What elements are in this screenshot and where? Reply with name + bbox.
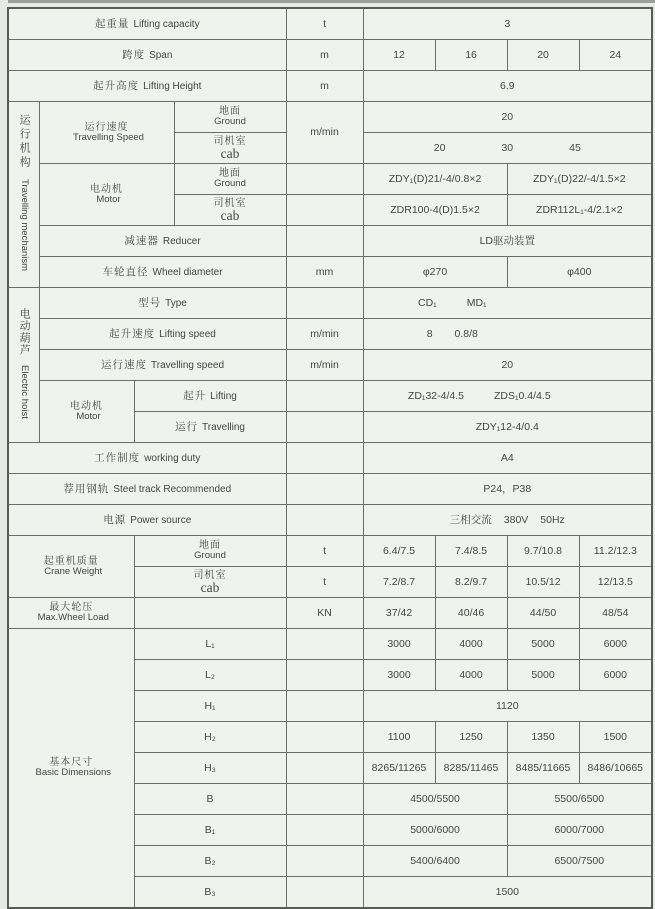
power-source-label-en: Power source	[130, 514, 192, 526]
type-value-1: CD₁	[418, 296, 437, 309]
travelling-motor-cab-value-1: ZDR100-4(D)1.5×2	[363, 195, 507, 226]
span-label-en: Span	[149, 49, 173, 61]
wheel-diameter-label-en: Wheel diameter	[152, 266, 223, 278]
crane-weight-ground-value-3: 9.7/10.8	[507, 536, 579, 567]
max-wheel-load-spacer	[134, 598, 286, 629]
row-power-source	[8, 505, 652, 536]
hoist-motor-lifting-sublabel	[134, 381, 286, 412]
lifting-speed-unit: m/min	[286, 319, 363, 350]
steel-track-unit	[286, 474, 363, 505]
dimension-b-unit	[286, 784, 363, 815]
lifting-sublabel-zh: 起升	[183, 389, 207, 402]
max-wheel-load-label-zh: 最大轮压	[49, 602, 94, 614]
crane-weight-ground-sublabel	[134, 536, 286, 567]
row-wheel-diameter	[8, 257, 652, 288]
hoist-motor-lifting-values	[363, 381, 652, 412]
electric-hoist-vertical-text	[17, 308, 30, 419]
hoist-travelling-speed-label-zh: 运行速度	[101, 358, 147, 371]
cab-sublabel-zh: 司机室	[193, 569, 227, 581]
type-unit	[286, 288, 363, 319]
travelling-speed-unit: m/min	[286, 102, 363, 164]
dimension-b2-label: B₂	[134, 846, 286, 877]
dimension-b2-value-1: 5400/6400	[363, 846, 507, 877]
dimension-h2-unit	[286, 722, 363, 753]
row-working-duty	[8, 443, 652, 474]
scan-edge-shadow	[8, 0, 655, 3]
hoist-motor-lifting-value-1: ZD₁32-4/4.5	[407, 389, 464, 402]
dimension-l2-value-3: 5000	[507, 660, 579, 691]
dimension-b-value-2: 5500/6500	[507, 784, 652, 815]
dimension-h3-label: H₃	[134, 753, 286, 784]
lifting-capacity-label-en: Lifting capacity	[133, 18, 200, 30]
lifting-speed-value-2: 0.8/8	[454, 327, 478, 340]
dimension-b-label: B	[134, 784, 286, 815]
span-value-4: 24	[579, 40, 652, 71]
type-value-2: MD₁	[466, 296, 487, 309]
working-duty-unit	[286, 443, 363, 474]
travelling-motor-label-en: Motor	[96, 193, 121, 205]
dimension-h3-value-3: 8485/11665	[507, 753, 579, 784]
row-lifting-speed	[8, 319, 652, 350]
hoist-motor-travelling-value: ZDY₁12-4/0.4	[363, 412, 652, 443]
row-steel-track	[8, 474, 652, 505]
steel-track-label	[8, 474, 286, 505]
travelling-speed-ground-value: 20	[363, 102, 652, 133]
cab-sublabel-zh: 司机室	[213, 197, 247, 209]
ground-sublabel-zh: 地面	[219, 106, 242, 118]
cab-speed-1: 20	[433, 141, 446, 154]
row-travelling-motor-ground	[8, 164, 652, 195]
basic-dimensions-label-en: Basic Dimensions	[35, 767, 111, 779]
electric-hoist-zh: 电动葫芦	[18, 307, 31, 356]
crane-weight-ground-value-2: 7.4/8.5	[435, 536, 507, 567]
crane-weight-ground-unit: t	[286, 536, 363, 567]
wheel-diameter-unit: mm	[286, 257, 363, 288]
max-wheel-load-value-4: 48/54	[579, 598, 652, 629]
hoist-motor-label-zh: 电动机	[70, 400, 103, 412]
lifting-height-label-en: Lifting Height	[143, 80, 202, 92]
dimension-l1-value-2: 4000	[435, 629, 507, 660]
row-travelling-speed-ground	[8, 102, 652, 133]
row-hoist-motor-lifting	[8, 381, 652, 412]
span-unit: m	[286, 40, 363, 71]
span-label-zh: 跨度	[122, 48, 146, 61]
travelling-speed-label	[39, 102, 174, 164]
cab-speed-2: 30	[501, 141, 514, 154]
wheel-diameter-label	[39, 257, 286, 288]
travelling-motor-label	[39, 164, 174, 226]
section-travelling-mechanism	[8, 102, 39, 288]
power-source-phase: 三相交流	[449, 513, 492, 526]
ground-sublabel-en: Ground	[214, 178, 246, 190]
travelling-motor-ground-value-2: ZDY₁(D)22/-4/1.5×2	[507, 164, 652, 195]
reducer-label-en: Reducer	[162, 235, 201, 247]
travelling-motor-ground-unit	[286, 164, 363, 195]
crane-weight-cab-value-1: 7.2/8.7	[363, 567, 435, 598]
working-duty-label-en: working duty	[144, 452, 201, 464]
travelling-sublabel-zh: 运行	[175, 420, 199, 433]
lifting-speed-label	[39, 319, 286, 350]
dimension-h3-unit	[286, 753, 363, 784]
power-source-value	[363, 505, 652, 536]
dimension-b1-label: B₁	[134, 815, 286, 846]
cab-sublabel-en: cab	[220, 145, 240, 161]
travelling-sublabel-en: Travelling	[202, 421, 245, 433]
dimension-l1-value-4: 6000	[579, 629, 652, 660]
dimension-l2-value-4: 6000	[579, 660, 652, 691]
lifting-speed-values	[363, 319, 652, 350]
crane-weight-cab-value-3: 10.5/12	[507, 567, 579, 598]
lifting-capacity-label-zh: 起重量	[94, 17, 130, 30]
dimension-b2-value-2: 6500/7500	[507, 846, 652, 877]
power-source-label	[8, 505, 286, 536]
cab-sublabel-zh: 司机室	[213, 135, 247, 147]
span-value-1: 12	[363, 40, 435, 71]
crane-weight-label-en: Crane Weight	[44, 565, 103, 577]
cab-sublabel-en: cab	[220, 207, 240, 223]
travelling-mechanism-en: Travelling mechanism	[19, 179, 31, 272]
type-label	[39, 288, 286, 319]
lifting-capacity-value: 3	[363, 8, 652, 40]
crane-weight-label	[8, 536, 134, 598]
dimension-h2-value-1: 1100	[363, 722, 435, 753]
lifting-height-value: 6.9	[363, 71, 652, 102]
travelling-mechanism-vertical-text	[17, 114, 30, 271]
dimension-l1-unit	[286, 629, 363, 660]
dimension-l1-label: L₁	[134, 629, 286, 660]
dimension-l2-label: L₂	[134, 660, 286, 691]
lifting-capacity-label	[8, 8, 286, 40]
power-source-label-zh: 电源	[103, 513, 127, 526]
working-duty-label	[8, 443, 286, 474]
hoist-motor-travelling-sublabel	[134, 412, 286, 443]
crane-weight-cab-sublabel	[134, 567, 286, 598]
reducer-value: LD驱动装置	[363, 226, 652, 257]
lifting-speed-label-en: Lifting speed	[159, 328, 216, 340]
hoist-motor-lifting-value-2: ZDS₁0.4/4.5	[494, 389, 551, 402]
hoist-travelling-speed-label	[39, 350, 286, 381]
lifting-height-label-zh: 起升高度	[93, 79, 140, 92]
reducer-label	[39, 226, 286, 257]
row-hoist-travelling-speed	[8, 350, 652, 381]
lifting-sublabel-en: Lifting	[210, 390, 237, 402]
hoist-motor-lifting-unit	[286, 381, 363, 412]
lifting-speed-value-1: 8	[426, 327, 433, 340]
reducer-label-zh: 减速器	[124, 234, 159, 247]
row-max-wheel-load	[8, 598, 652, 629]
dimension-h2-value-2: 1250	[435, 722, 507, 753]
lifting-height-unit: m	[286, 71, 363, 102]
hoist-motor-label	[39, 381, 134, 443]
row-crane-weight-ground	[8, 536, 652, 567]
wheel-diameter-value-1: φ270	[363, 257, 507, 288]
span-label	[8, 40, 286, 71]
ground-sublabel-zh: 地面	[199, 540, 222, 552]
hoist-travelling-speed-unit: m/min	[286, 350, 363, 381]
basic-dimensions-label	[8, 629, 134, 909]
travelling-motor-ground-value-1: ZDY₁(D)21/-4/0.8×2	[363, 164, 507, 195]
travelling-speed-cab-values	[363, 133, 652, 164]
dimension-l1-value-1: 3000	[363, 629, 435, 660]
dimension-h2-value-3: 1350	[507, 722, 579, 753]
steel-track-label-en: Steel track Recommended	[113, 483, 232, 495]
max-wheel-load-value-3: 44/50	[507, 598, 579, 629]
span-value-3: 20	[507, 40, 579, 71]
dimension-l2-value-1: 3000	[363, 660, 435, 691]
working-duty-label-zh: 工作制度	[94, 451, 141, 464]
dimension-b3-unit	[286, 877, 363, 909]
max-wheel-load-label	[8, 598, 134, 629]
dimension-h3-value-1: 8265/11265	[363, 753, 435, 784]
power-source-voltage: 380V	[503, 513, 529, 526]
electric-hoist-en: Electric hoist	[19, 364, 31, 419]
wheel-diameter-label-zh: 车轮直径	[102, 265, 149, 278]
max-wheel-load-unit: KN	[286, 598, 363, 629]
travelling-motor-label-zh: 电动机	[90, 183, 123, 195]
crane-weight-ground-value-4: 11.2/12.3	[579, 536, 652, 567]
dimension-h3-value-2: 8285/11465	[435, 753, 507, 784]
hoist-travelling-speed-value: 20	[363, 350, 652, 381]
cab-sublabel-en: cab	[200, 579, 220, 595]
dimension-b1-value-1: 5000/6000	[363, 815, 507, 846]
dimension-b1-value-2: 6000/7000	[507, 815, 652, 846]
row-reducer	[8, 226, 652, 257]
power-source-unit	[286, 505, 363, 536]
steel-track-value: P24，P38	[363, 474, 652, 505]
hoist-motor-label-en: Motor	[76, 410, 101, 422]
travelling-speed-ground-sublabel	[174, 102, 286, 133]
ground-sublabel-en: Ground	[214, 116, 246, 128]
lifting-speed-label-zh: 起升速度	[109, 327, 156, 340]
steel-track-label-zh: 荐用钢轨	[63, 482, 110, 495]
max-wheel-load-label-en: Max.Wheel Load	[37, 612, 109, 624]
dimension-l1-value-3: 5000	[507, 629, 579, 660]
power-source-frequency: 50Hz	[540, 513, 565, 526]
travelling-motor-cab-value-2: ZDR112L₁-4/2.1×2	[507, 195, 652, 226]
dimension-b3-label: B₃	[134, 877, 286, 909]
crane-weight-cab-value-4: 12/13.5	[579, 567, 652, 598]
wheel-diameter-value-2: φ400	[507, 257, 652, 288]
travelling-mechanism-zh: 运行机构	[18, 114, 31, 171]
crane-weight-label-zh: 起重机质量	[43, 555, 99, 567]
crane-weight-cab-value-2: 8.2/9.7	[435, 567, 507, 598]
dimension-b3-value: 1500	[363, 877, 652, 909]
dimension-h2-label: H₂	[134, 722, 286, 753]
hoist-motor-travelling-unit	[286, 412, 363, 443]
hoist-travelling-speed-label-en: Travelling speed	[151, 359, 225, 371]
ground-sublabel-en: Ground	[194, 550, 226, 562]
type-label-zh: 型号	[138, 296, 162, 309]
crane-weight-cab-unit: t	[286, 567, 363, 598]
travelling-motor-ground-sublabel	[174, 164, 286, 195]
crane-weight-ground-value-1: 6.4/7.5	[363, 536, 435, 567]
max-wheel-load-value-2: 40/46	[435, 598, 507, 629]
basic-dimensions-label-zh: 基本尺寸	[49, 757, 94, 769]
cab-speed-3: 45	[569, 141, 581, 154]
ground-sublabel-zh: 地面	[219, 168, 242, 180]
lifting-capacity-unit: t	[286, 8, 363, 40]
travelling-motor-cab-unit	[286, 195, 363, 226]
dimension-b2-unit	[286, 846, 363, 877]
travelling-speed-label-zh: 运行速度	[84, 121, 129, 133]
span-value-2: 16	[435, 40, 507, 71]
type-label-en: Type	[165, 297, 187, 309]
row-span	[8, 40, 652, 71]
dimension-h1-label: H₁	[134, 691, 286, 722]
row-type	[8, 288, 652, 319]
dimension-h1-unit	[286, 691, 363, 722]
dimension-l2-value-2: 4000	[435, 660, 507, 691]
dimension-h3-value-4: 8486/10665	[579, 753, 652, 784]
dimension-b1-unit	[286, 815, 363, 846]
travelling-speed-label-en: Travelling Speed	[73, 131, 144, 143]
working-duty-value: A4	[363, 443, 652, 474]
row-lifting-capacity	[8, 8, 652, 40]
reducer-unit	[286, 226, 363, 257]
type-values	[363, 288, 652, 319]
row-dimension-l1	[8, 629, 652, 660]
dimension-h2-value-4: 1500	[579, 722, 652, 753]
travelling-speed-cab-sublabel	[174, 133, 286, 164]
row-lifting-height	[8, 71, 652, 102]
dimension-b-value-1: 4500/5500	[363, 784, 507, 815]
crane-specification-table	[7, 7, 653, 909]
section-electric-hoist	[8, 288, 39, 443]
lifting-height-label	[8, 71, 286, 102]
dimension-l2-unit	[286, 660, 363, 691]
travelling-motor-cab-sublabel	[174, 195, 286, 226]
dimension-h1-value: 1120	[363, 691, 652, 722]
max-wheel-load-value-1: 37/42	[363, 598, 435, 629]
